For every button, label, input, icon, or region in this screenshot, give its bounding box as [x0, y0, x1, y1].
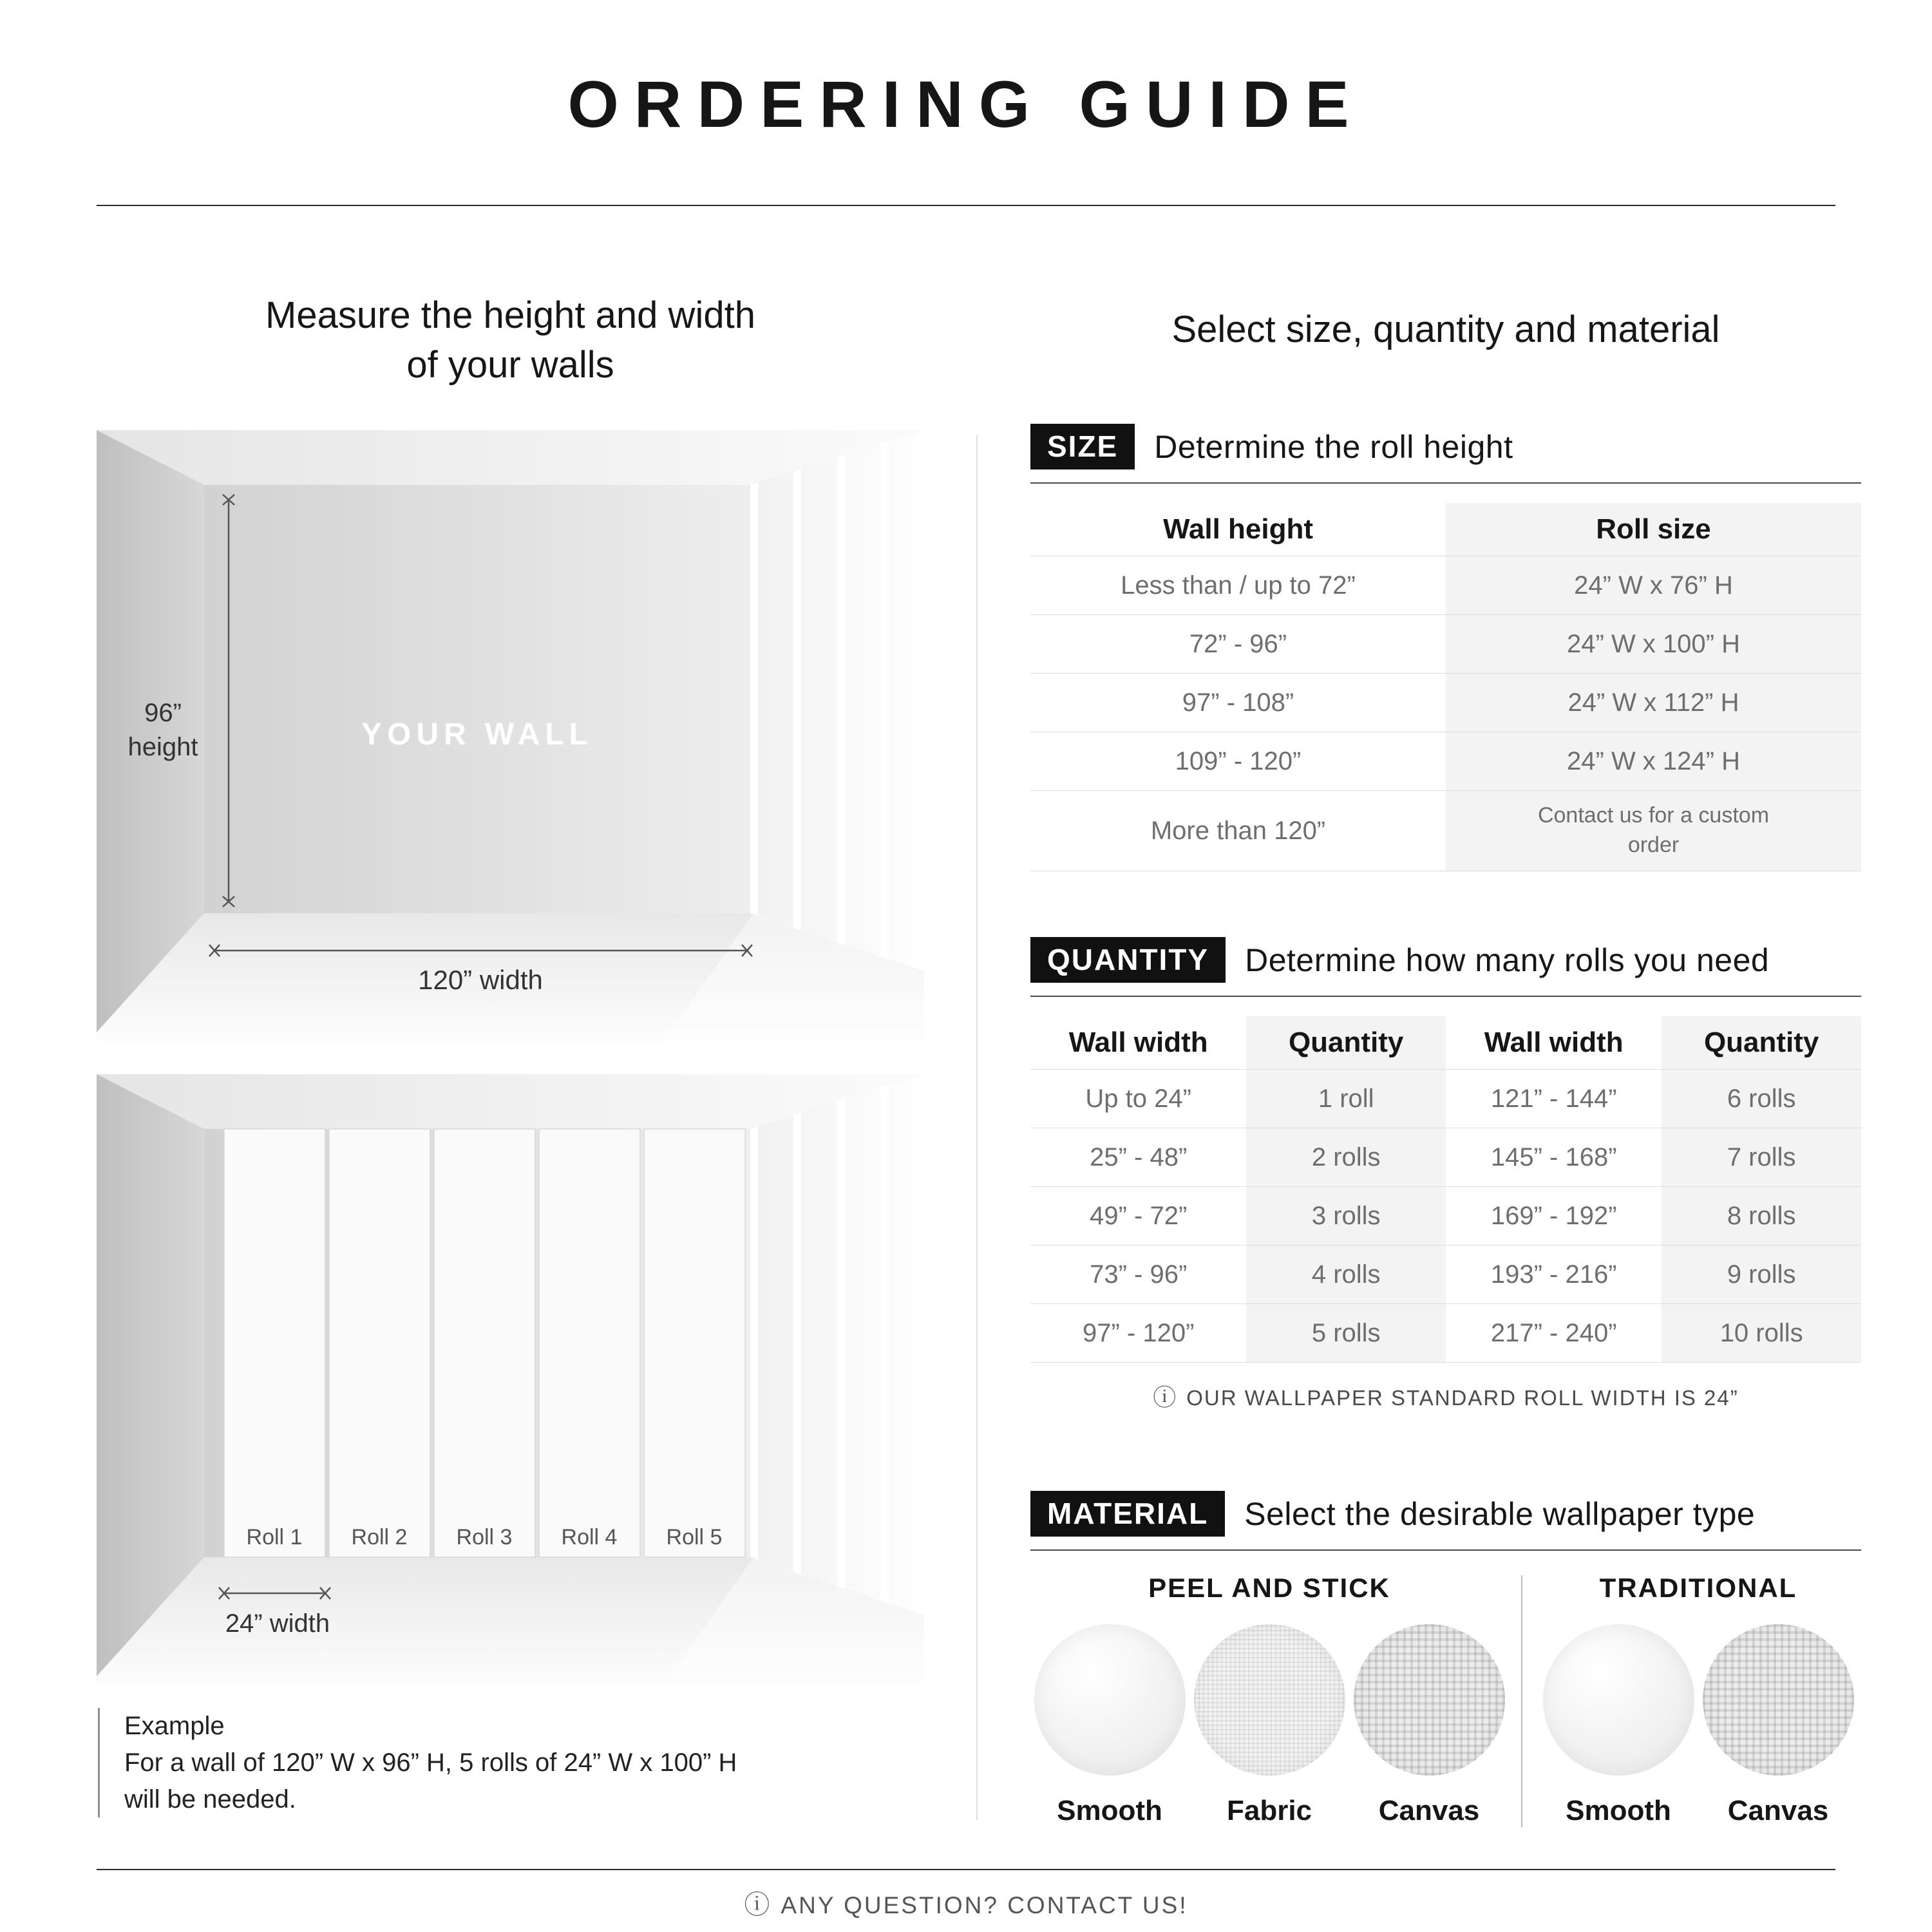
quantity-section-header — [1030, 937, 1861, 997]
room-2-svg — [97, 1074, 924, 1686]
swatch-canvas-traditional — [1702, 1624, 1854, 1827]
wall-width-cell: 217” - 240” — [1490, 1318, 1617, 1347]
peel-and-stick-swatches — [1030, 1624, 1508, 1827]
traditional-label: TRADITIONAL — [1599, 1573, 1797, 1604]
quantity-cell: 4 rolls — [1246, 1245, 1446, 1303]
material-groups — [1030, 1573, 1861, 1827]
wall-height-cell: More than 120” — [1150, 816, 1326, 845]
size-table — [1030, 503, 1861, 871]
swatch-fabric — [1193, 1624, 1345, 1827]
info-icon: ⓘ — [744, 1891, 772, 1919]
example-line2: will be needed. — [124, 1785, 296, 1814]
size-col-wall-height: Wall height — [1162, 513, 1314, 545]
material-group-divider — [1521, 1575, 1522, 1827]
footer-note — [0, 1884, 1932, 1921]
quantity-cell: 10 rolls — [1662, 1304, 1861, 1362]
custom-order-text: Contact us for a custom order — [1537, 803, 1770, 858]
roll-4-label: Roll 4 — [561, 1525, 618, 1549]
room-illustration-rolls — [97, 1074, 924, 1686]
roll-size-cell: 24” W x 100” H — [1446, 615, 1861, 673]
peel-and-stick-label: PEEL AND STICK — [1148, 1573, 1390, 1604]
wall-width-cell: 193” - 216” — [1490, 1260, 1617, 1289]
room-illustration-measure — [97, 430, 924, 1042]
wall-width-cell: 25” - 48” — [1090, 1142, 1188, 1171]
fabric-texture-icon — [1194, 1624, 1345, 1776]
wallpaper-roll-panels — [224, 1129, 745, 1557]
roll-size-cell — [1446, 791, 1861, 871]
wall-height-cell: 109” - 120” — [1175, 746, 1302, 775]
size-col-roll-size: Roll size — [1446, 503, 1861, 556]
roll-size-cell: 24” W x 112” H — [1446, 674, 1861, 732]
measure-heading-line2: of your walls — [406, 343, 614, 386]
swatch-smooth-traditional-label: Smooth — [1566, 1795, 1671, 1827]
measure-heading — [97, 291, 924, 390]
material-badge: MATERIAL — [1030, 1491, 1225, 1537]
back-wall — [204, 485, 750, 913]
size-table-row — [1030, 673, 1861, 732]
measure-heading-line1: Measure the height and width — [265, 294, 755, 336]
size-table-row — [1030, 790, 1861, 871]
footer-divider — [97, 1869, 1835, 1870]
size-section-header — [1030, 424, 1861, 484]
wall-width-label: 120” width — [418, 965, 543, 995]
size-table-row — [1030, 732, 1861, 790]
quantity-section-title: Determine how many rolls you need — [1245, 942, 1770, 978]
wall-height-cell: 72” - 96” — [1189, 629, 1287, 658]
wall-height-value: 96” — [144, 699, 182, 727]
smooth-texture-icon — [1543, 1624, 1694, 1776]
quantity-table — [1030, 1016, 1861, 1363]
info-icon: ⓘ — [1153, 1384, 1178, 1410]
quantity-table-row — [1030, 1069, 1861, 1128]
swatch-smooth-traditional — [1542, 1624, 1694, 1827]
material-section-title: Select the desirable wallpaper type — [1244, 1495, 1756, 1532]
wall-width-cell: 169” - 192” — [1490, 1201, 1617, 1230]
quantity-cell: 2 rolls — [1246, 1128, 1446, 1186]
quantity-badge: QUANTITY — [1030, 937, 1226, 983]
size-section — [1030, 424, 1861, 871]
canvas-texture-icon — [1703, 1624, 1854, 1776]
quantity-table-row — [1030, 1186, 1861, 1245]
swatch-smooth — [1034, 1624, 1186, 1827]
example-title: Example — [124, 1712, 225, 1740]
quantity-cell: 9 rolls — [1662, 1245, 1861, 1303]
qty-col-quantity-2: Quantity — [1662, 1016, 1861, 1069]
material-section — [1030, 1491, 1861, 1827]
swatch-smooth-label: Smooth — [1057, 1795, 1162, 1827]
roll-size-cell: 24” W x 124” H — [1446, 732, 1861, 790]
material-section-header — [1030, 1491, 1861, 1551]
your-wall-label: YOUR WALL — [361, 717, 593, 752]
quantity-cell: 3 rolls — [1246, 1187, 1446, 1245]
traditional-group — [1535, 1573, 1861, 1827]
quantity-cell: 8 rolls — [1662, 1187, 1861, 1245]
swatch-fabric-label: Fabric — [1226, 1795, 1312, 1827]
select-heading: Select size, quantity and material — [1171, 308, 1720, 350]
size-badge: SIZE — [1030, 424, 1135, 469]
wall-width-cell: 97” - 120” — [1082, 1318, 1195, 1347]
roll-width-note — [1030, 1379, 1861, 1412]
room-1-svg — [97, 430, 924, 1042]
wall-height-cell: Less than / up to 72” — [1121, 571, 1356, 600]
size-section-title: Determine the roll height — [1154, 428, 1513, 465]
size-table-row — [1030, 556, 1861, 614]
wall-width-cell: Up to 24” — [1085, 1084, 1191, 1113]
wall-width-cell: 145” - 168” — [1490, 1142, 1617, 1171]
smooth-texture-icon — [1034, 1624, 1186, 1776]
roll-5-label: Roll 5 — [666, 1525, 723, 1549]
column-divider — [976, 435, 978, 1820]
quantity-cell: 5 rolls — [1246, 1304, 1446, 1362]
roll-width-label: 24” width — [225, 1609, 330, 1638]
quantity-table-row — [1030, 1245, 1861, 1303]
wall-width-cell: 49” - 72” — [1090, 1201, 1188, 1230]
canvas-texture-icon — [1354, 1624, 1505, 1776]
footer-note-text: ANY QUESTION? CONTACT US! — [781, 1892, 1188, 1918]
wall-height-cell: 97” - 108” — [1182, 688, 1294, 717]
roll-3-label: Roll 3 — [456, 1525, 513, 1549]
roll-2-label: Roll 2 — [351, 1525, 408, 1549]
peel-and-stick-group — [1030, 1573, 1508, 1827]
size-table-header-row — [1030, 503, 1861, 556]
example-note — [98, 1708, 922, 1817]
qty-col-wall-width-2: Wall width — [1484, 1027, 1624, 1059]
quantity-cell: 6 rolls — [1662, 1070, 1861, 1128]
size-table-row — [1030, 614, 1861, 673]
roll-size-cell: 24” W x 76” H — [1446, 556, 1861, 614]
quantity-cell: 7 rolls — [1662, 1128, 1861, 1186]
quantity-section — [1030, 937, 1861, 1363]
wall-width-cell: 121” - 144” — [1490, 1084, 1617, 1113]
wall-height-word: height — [128, 733, 198, 761]
example-line1: For a wall of 120” W x 96” H, 5 rolls of 24” W x 100” H — [124, 1748, 737, 1777]
roll-1-label: Roll 1 — [246, 1525, 303, 1549]
swatch-canvas-traditional-label: Canvas — [1727, 1795, 1829, 1827]
traditional-swatches — [1535, 1624, 1861, 1827]
quantity-table-row — [1030, 1303, 1861, 1362]
qty-col-wall-width-1: Wall width — [1068, 1027, 1208, 1059]
quantity-cell: 1 roll — [1246, 1070, 1446, 1128]
swatch-canvas-label: Canvas — [1378, 1795, 1480, 1827]
quantity-table-row — [1030, 1128, 1861, 1186]
wall-width-cell: 73” - 96” — [1090, 1260, 1188, 1289]
qty-col-quantity-1: Quantity — [1246, 1016, 1446, 1069]
roll-width-note-text: OUR WALLPAPER STANDARD ROLL WIDTH IS 24” — [1186, 1386, 1739, 1410]
quantity-table-header-row — [1030, 1016, 1861, 1069]
header-divider — [97, 205, 1835, 206]
page-title: ORDERING GUIDE — [567, 68, 1365, 141]
swatch-canvas — [1353, 1624, 1505, 1827]
